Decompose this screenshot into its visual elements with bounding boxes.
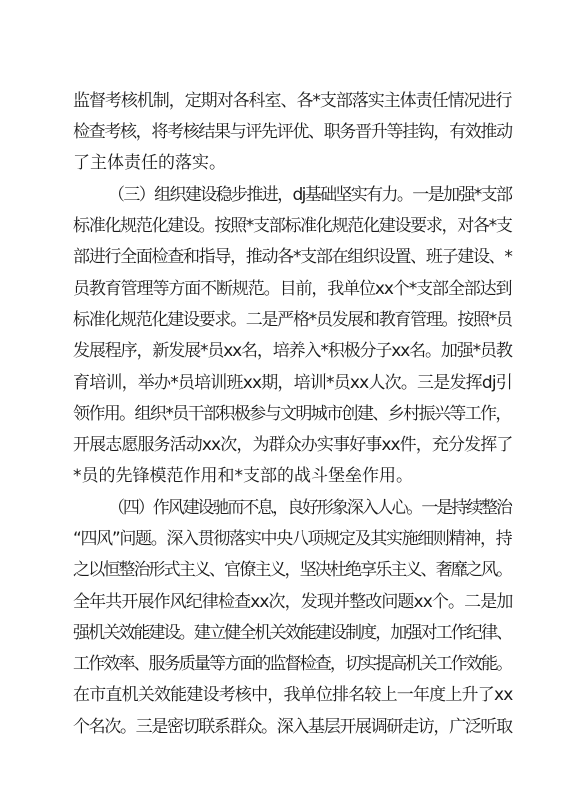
text-line: 在市直机关效能建设考核中，我单位排名较上一年度上升了xx <box>73 685 513 705</box>
section-heading-3: （三）组织建设稳步推进，dj基础坚实有力。一是加强*支部 <box>108 185 512 205</box>
text-line: 强机关效能建设。建立健全机关效能建设制度，加强对工作纪律、 <box>73 623 512 643</box>
text-line: 部进行全面检查和指导，推动各*支部在组织设置、班子建设、* <box>73 247 512 267</box>
text-line: 工作效率、服务质量等方面的监督检查，切实提高机关工作效能。 <box>73 654 512 674</box>
text-line: 检查考核，将考核结果与评先评优、职务晋升等挂钩，有效推动 <box>73 122 512 142</box>
text-line: 标准化规范化建设。按照*支部标准化规范化建设要求，对各*支 <box>73 216 512 236</box>
text-line: 监督考核机制，定期对各科室、各*支部落实主体责任情况进行 <box>73 91 512 111</box>
text-line: 之以恒整治形式主义、官僚主义，坚决杜绝享乐主义、奢靡之风。 <box>73 560 512 580</box>
text-line: 开展志愿服务活动xx次，为群众办实事好事xx件，充分发挥了 <box>73 435 513 455</box>
text-line: 了主体责任的落实。 <box>73 153 226 173</box>
text-line: 个名次。三是密切联系群众。深入基层开展调研走访，广泛听取 <box>73 717 512 737</box>
text-line: “四风”问题。深入贯彻落实中央八项规定及其实施细则精神，持 <box>73 529 512 549</box>
text-line: 领作用。组织*员干部积极参与文明城市创建、乡村振兴等工作， <box>73 404 511 424</box>
text-line: 发展程序，新发展*员xx名，培养入*积极分子xx名。加强*员教 <box>73 341 512 361</box>
text-line: 员教育管理等方面不断规范。目前，我单位xx个*支部全部达到 <box>73 279 512 299</box>
text-line: 全年共开展作风纪律检查xx次，发现并整改问题xx个。二是加 <box>73 592 513 612</box>
text-line: 标准化规范化建设要求。二是严格*员发展和教育管理。按照*员 <box>73 310 512 330</box>
text-line: 育培训，举办*员培训班xx期，培训*员xx人次。三是发挥dj引 <box>73 373 512 393</box>
section-heading-4: （四）作风建设驰而不息，良好形象深入人心。一是持续整治 <box>108 498 511 518</box>
text-line: *员的先锋模范作用和*支部的战斗堡垒作用。 <box>73 466 413 486</box>
